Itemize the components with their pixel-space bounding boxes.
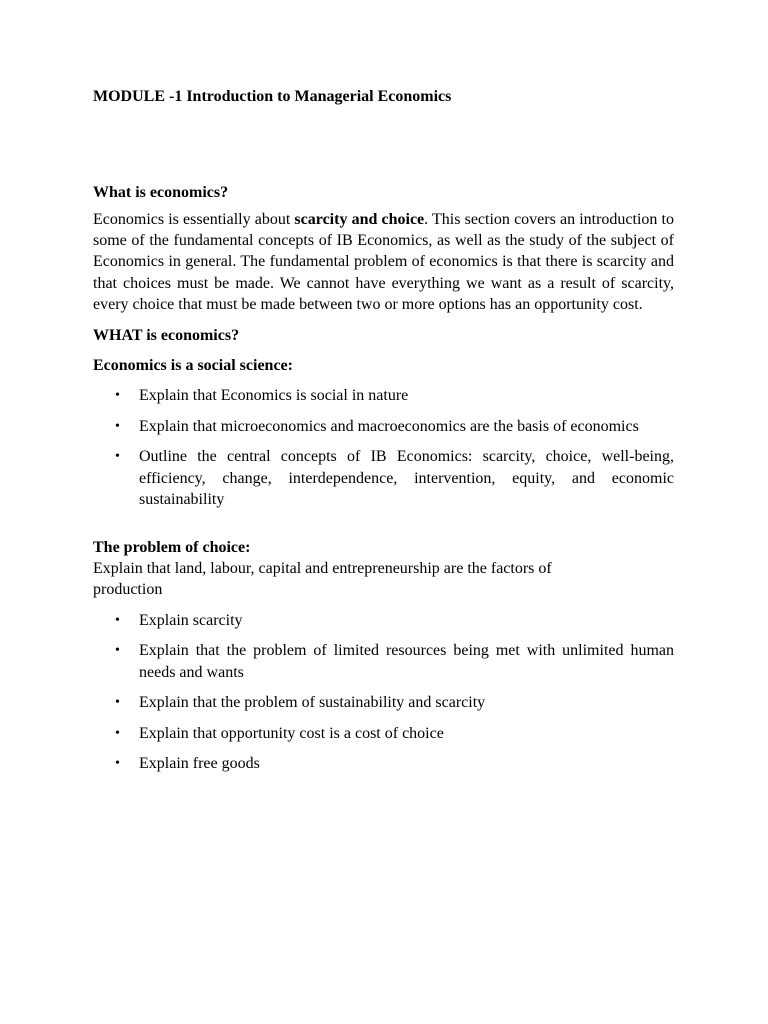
list-item-text: Explain scarcity (139, 611, 243, 629)
bullet-icon: • (115, 695, 120, 711)
bullet-icon: • (115, 449, 120, 465)
paragraph-text-end: . This section covers an introduction to some of the fundamental concepts of IB Economics, as well as the study of the subject of Economics in general. The fundamental problem of economics is that there is scarcity and that choices must be made. We cannot have everything we want as a result of scarcity, every choice that must be made between two or more options has an opportunity cost. (93, 211, 675, 313)
list-item-text: Explain that Economics is social in nature (139, 387, 409, 405)
bullet-icon: • (115, 725, 120, 741)
paragraph-text-start: Economics is essentially about (93, 211, 295, 228)
list-item (93, 753, 674, 775)
subheading-social-science: Economics is a social science: (93, 357, 293, 375)
bullet-icon: • (115, 756, 120, 772)
section-heading-problem-of-choice: The problem of choice: (93, 538, 251, 556)
list-item-text: Outline the central concepts of IB Economics: scarcity, choice, well-being, efficiency, change, interdependence, intervention, equity, and economic sustainability (139, 448, 674, 509)
bullet-icon: • (115, 388, 120, 404)
factors-of-production-intro: Explain that land, labour, capital and entrepreneurship are the factors of production (93, 559, 552, 598)
module-title: MODULE -1 Introduction to Managerial Economics (93, 88, 452, 105)
problem-of-choice-bullet-list (93, 610, 674, 775)
list-item (93, 446, 674, 511)
list-item-text: Explain that opportunity cost is a cost of choice (139, 724, 444, 742)
section-heading-what-is-economics: What is economics? (93, 184, 229, 201)
bullet-icon: • (115, 643, 120, 659)
list-item-text: Explain that the problem of limited resources being met with unlimited human needs and wants (139, 642, 674, 681)
list-item-text: Explain that the problem of sustainability and scarcity (139, 694, 486, 712)
list-item-text: Explain that microeconomics and macroeconomics are the basis of economics (139, 417, 639, 435)
list-item (93, 640, 674, 683)
list-item-text: Explain free goods (139, 755, 260, 773)
list-item (93, 610, 674, 632)
list-item (93, 416, 674, 438)
document-page (93, 86, 674, 784)
bullet-icon: • (115, 612, 120, 628)
social-science-bullet-list (93, 385, 674, 511)
section-heading-what-caps: WHAT is economics? (93, 327, 240, 345)
list-item (93, 723, 674, 745)
economics-definition-paragraph (93, 209, 674, 315)
bullet-icon: • (115, 418, 120, 434)
list-item (93, 692, 674, 714)
list-item (93, 385, 674, 407)
paragraph-bold-phrase: scarcity and choice (294, 211, 425, 228)
